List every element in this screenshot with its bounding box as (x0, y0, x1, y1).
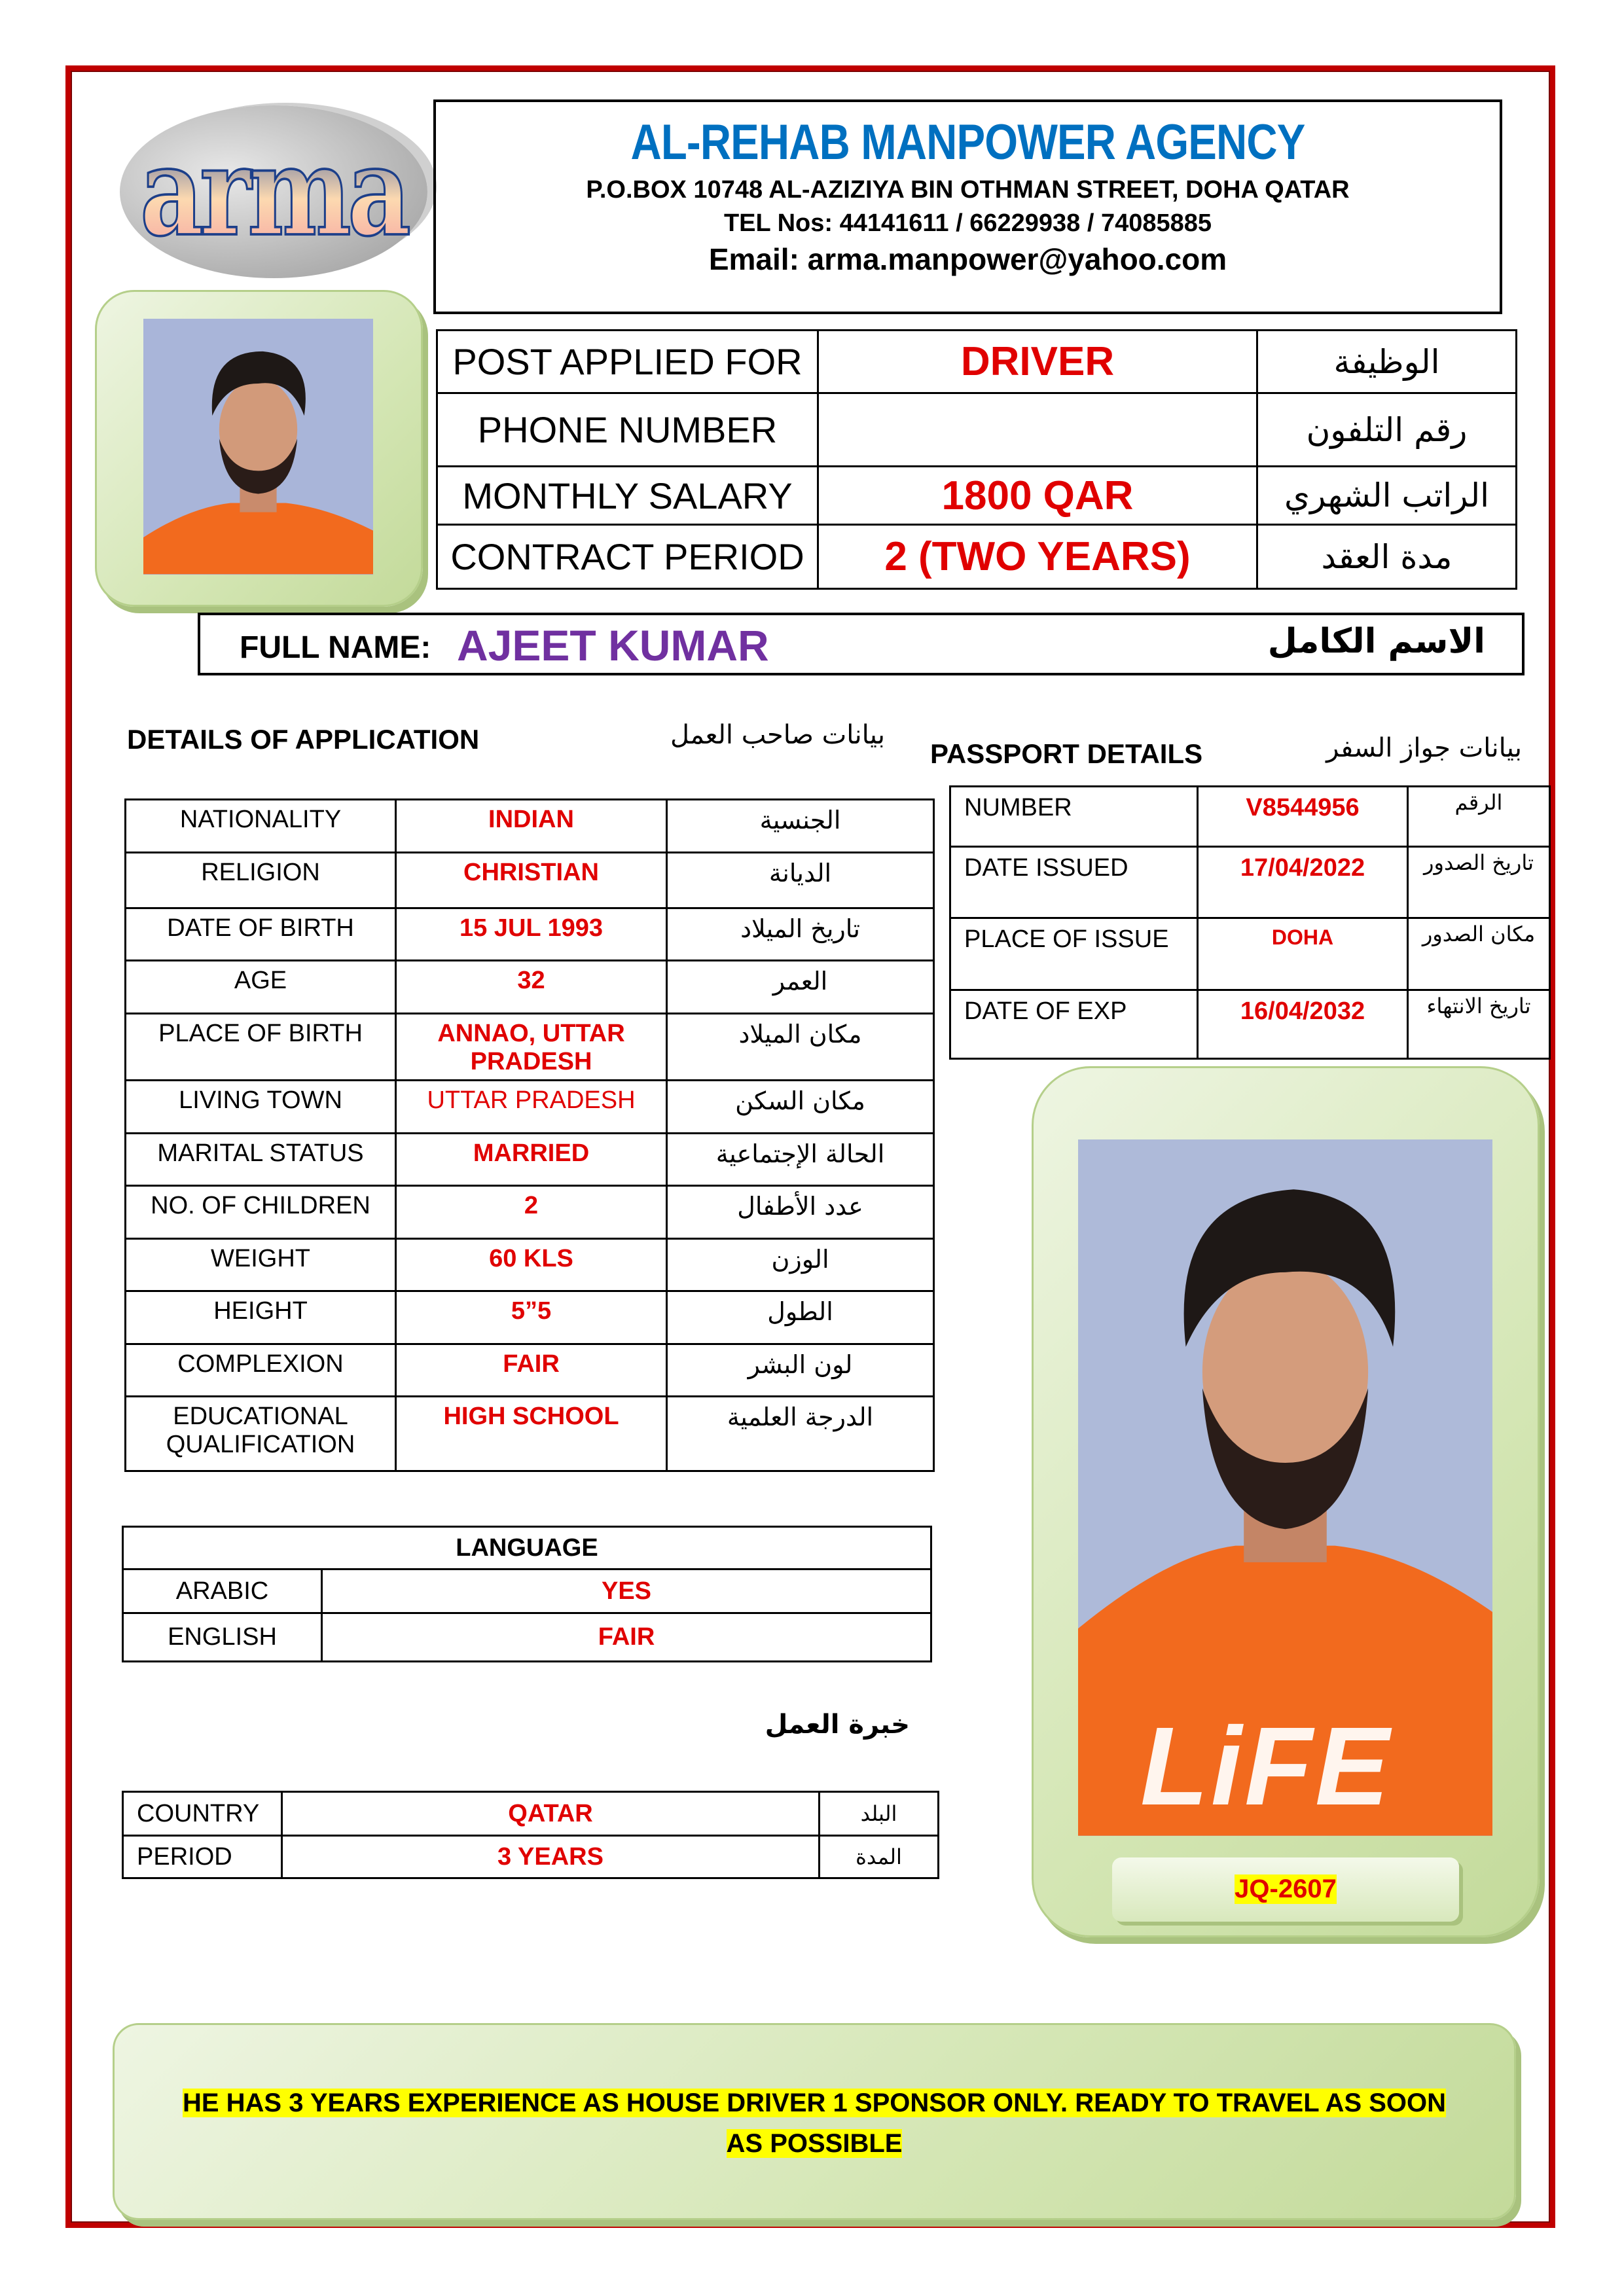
table-row (950, 918, 1550, 990)
table-row (126, 800, 934, 853)
row-value: 5”5 (396, 1291, 667, 1344)
table-row (437, 467, 1517, 525)
row-value: 60 KLS (396, 1239, 667, 1291)
row-label: COUNTRY (123, 1792, 282, 1836)
agency-address: P.O.BOX 10748 AL-AZIZIYA BIN OTHMAN STREET, DOHA QATAR (586, 176, 1350, 204)
agency-name: AL-REHAB MANPOWER AGENCY (630, 115, 1305, 170)
table-row (126, 853, 934, 908)
row-label-arabic: العمر (667, 961, 934, 1014)
row-value: 15 JUL 1993 (396, 908, 667, 961)
details-heading-arabic: بيانات صاحب العمل (670, 720, 885, 750)
row-label: AGE (126, 961, 396, 1014)
row-label-arabic: مدة العقد (1257, 525, 1517, 589)
full-name-arabic: الاسم الكامل (1267, 622, 1485, 661)
table-row (123, 1836, 939, 1878)
row-value: 2 (TWO YEARS) (818, 525, 1257, 589)
full-name-value: AJEET KUMAR (457, 621, 769, 670)
agency-email: Email: arma.manpower@yahoo.com (708, 242, 1227, 276)
row-label-arabic: عدد الأطفال (667, 1186, 934, 1239)
row-value: ANNAO, UTTAR PRADESH (396, 1014, 667, 1081)
row-label-arabic: الوزن (667, 1239, 934, 1291)
row-label: MONTHLY SALARY (437, 467, 818, 525)
row-label-arabic: رقم التلفون (1257, 393, 1517, 467)
passport-heading-arabic: بيانات جواز السفر (1326, 733, 1522, 763)
row-label-arabic: الديانة (667, 853, 934, 908)
table-row (437, 331, 1517, 393)
language-name: ARABIC (123, 1570, 322, 1613)
row-value: FAIR (396, 1344, 667, 1397)
row-label: LIVING TOWN (126, 1081, 396, 1134)
large-photo (1078, 1139, 1492, 1836)
table-row (950, 990, 1550, 1059)
table-row (950, 787, 1550, 847)
row-label-arabic: الدرجة العلمية (667, 1397, 934, 1471)
row-label: DATE OF BIRTH (126, 908, 396, 961)
row-label-arabic: تاريخ الصدور (1408, 847, 1550, 918)
row-label-arabic: الرقم (1408, 787, 1550, 847)
language-header: LANGUAGE (123, 1527, 931, 1570)
full-name-label: FULL NAME: (240, 630, 431, 665)
person-photo-icon (143, 319, 373, 575)
row-value: 17/04/2022 (1198, 847, 1408, 918)
small-photo (143, 319, 373, 575)
row-label-arabic: الطول (667, 1291, 934, 1344)
row-value: DRIVER (818, 331, 1257, 393)
table-row (126, 961, 934, 1014)
row-label-arabic: الوظيفة (1257, 331, 1517, 393)
row-value: CHRISTIAN (396, 853, 667, 908)
row-label: EDUCATIONAL QUALIFICATION (126, 1397, 396, 1471)
table-row (126, 1186, 934, 1239)
table-row (437, 393, 1517, 467)
row-label: PLACE OF BIRTH (126, 1014, 396, 1081)
shirt-print: LiFE (1140, 1704, 1392, 1829)
row-label: DATE OF EXP (950, 990, 1198, 1059)
table-row (123, 1570, 931, 1613)
row-label: PHONE NUMBER (437, 393, 818, 467)
row-value: MARRIED (396, 1134, 667, 1186)
row-value: DOHA (1198, 918, 1408, 990)
language-table (122, 1526, 932, 1662)
agency-header (433, 99, 1502, 314)
table-row (123, 1792, 939, 1836)
table-row (126, 1239, 934, 1291)
row-value: V8544956 (1198, 787, 1408, 847)
row-label-arabic: مكان السكن (667, 1081, 934, 1134)
full-name-box (198, 613, 1525, 675)
row-label: PERIOD (123, 1836, 282, 1878)
table-row (126, 1134, 934, 1186)
row-label: DATE ISSUED (950, 847, 1198, 918)
candidate-code: JQ-2607 (1235, 1874, 1337, 1903)
row-label: PLACE OF ISSUE (950, 918, 1198, 990)
row-value (818, 393, 1257, 467)
passport-table (949, 785, 1551, 1060)
row-label: WEIGHT (126, 1239, 396, 1291)
row-value: QATAR (282, 1792, 820, 1836)
table-row (126, 1344, 934, 1397)
job-summary-table (436, 329, 1517, 590)
row-label: NO. OF CHILDREN (126, 1186, 396, 1239)
language-level: FAIR (322, 1613, 931, 1662)
row-value: HIGH SCHOOL (396, 1397, 667, 1471)
table-row (126, 1397, 934, 1471)
candidate-code-badge (1112, 1857, 1459, 1922)
row-label: RELIGION (126, 853, 396, 908)
row-label: CONTRACT PERIOD (437, 525, 818, 589)
row-label-arabic: مكان الميلاد (667, 1014, 934, 1081)
remarks-box (113, 2023, 1516, 2220)
row-label: HEIGHT (126, 1291, 396, 1344)
language-name: ENGLISH (123, 1613, 322, 1662)
application-details-table (124, 798, 935, 1472)
agency-logo (120, 105, 427, 278)
table-row (126, 1014, 934, 1081)
row-label: POST APPLIED FOR (437, 331, 818, 393)
table-row (950, 847, 1550, 918)
row-value: 1800 QAR (818, 467, 1257, 525)
table-row (437, 525, 1517, 589)
work-experience-table (122, 1791, 939, 1879)
row-label-arabic: لون البشر (667, 1344, 934, 1397)
agency-tel: TEL Nos: 44141611 / 66229938 / 74085885 (723, 209, 1212, 237)
row-label-arabic: الحالة الإجتماعية (667, 1134, 934, 1186)
row-value: 3 YEARS (282, 1836, 820, 1878)
row-value: UTTAR PRADESH (396, 1081, 667, 1134)
row-label-arabic: تاريخ الميلاد (667, 908, 934, 961)
row-label: MARITAL STATUS (126, 1134, 396, 1186)
row-label-arabic: مكان الصدور (1408, 918, 1550, 990)
table-row (123, 1613, 931, 1662)
passport-heading: PASSPORT DETAILS (930, 738, 1203, 769)
table-row (126, 908, 934, 961)
row-label-arabic: تاريخ الانتهاء (1408, 990, 1550, 1059)
details-heading: DETAILS OF APPLICATION (127, 724, 480, 755)
row-label: COMPLEXION (126, 1344, 396, 1397)
logo-text: arma (139, 120, 408, 264)
row-label-arabic: المدة (820, 1836, 939, 1878)
row-value: INDIAN (396, 800, 667, 853)
remarks-text: HE HAS 3 YEARS EXPERIENCE AS HOUSE DRIVER 1 SPONSOR ONLY. READY TO TRAVEL AS SOON AS POSSIBLE (182, 2089, 1447, 2158)
row-label-arabic: الجنسية (667, 800, 934, 853)
table-row (126, 1291, 934, 1344)
experience-heading-arabic: خبرة العمل (765, 1710, 910, 1740)
table-row (126, 1081, 934, 1134)
row-label: NUMBER (950, 787, 1198, 847)
row-label: NATIONALITY (126, 800, 396, 853)
language-level: YES (322, 1570, 931, 1613)
row-value: 2 (396, 1186, 667, 1239)
row-label-arabic: البلد (820, 1792, 939, 1836)
row-value: 16/04/2032 (1198, 990, 1408, 1059)
table-header-row (123, 1527, 931, 1570)
row-label-arabic: الراتب الشهري (1257, 467, 1517, 525)
row-value: 32 (396, 961, 667, 1014)
